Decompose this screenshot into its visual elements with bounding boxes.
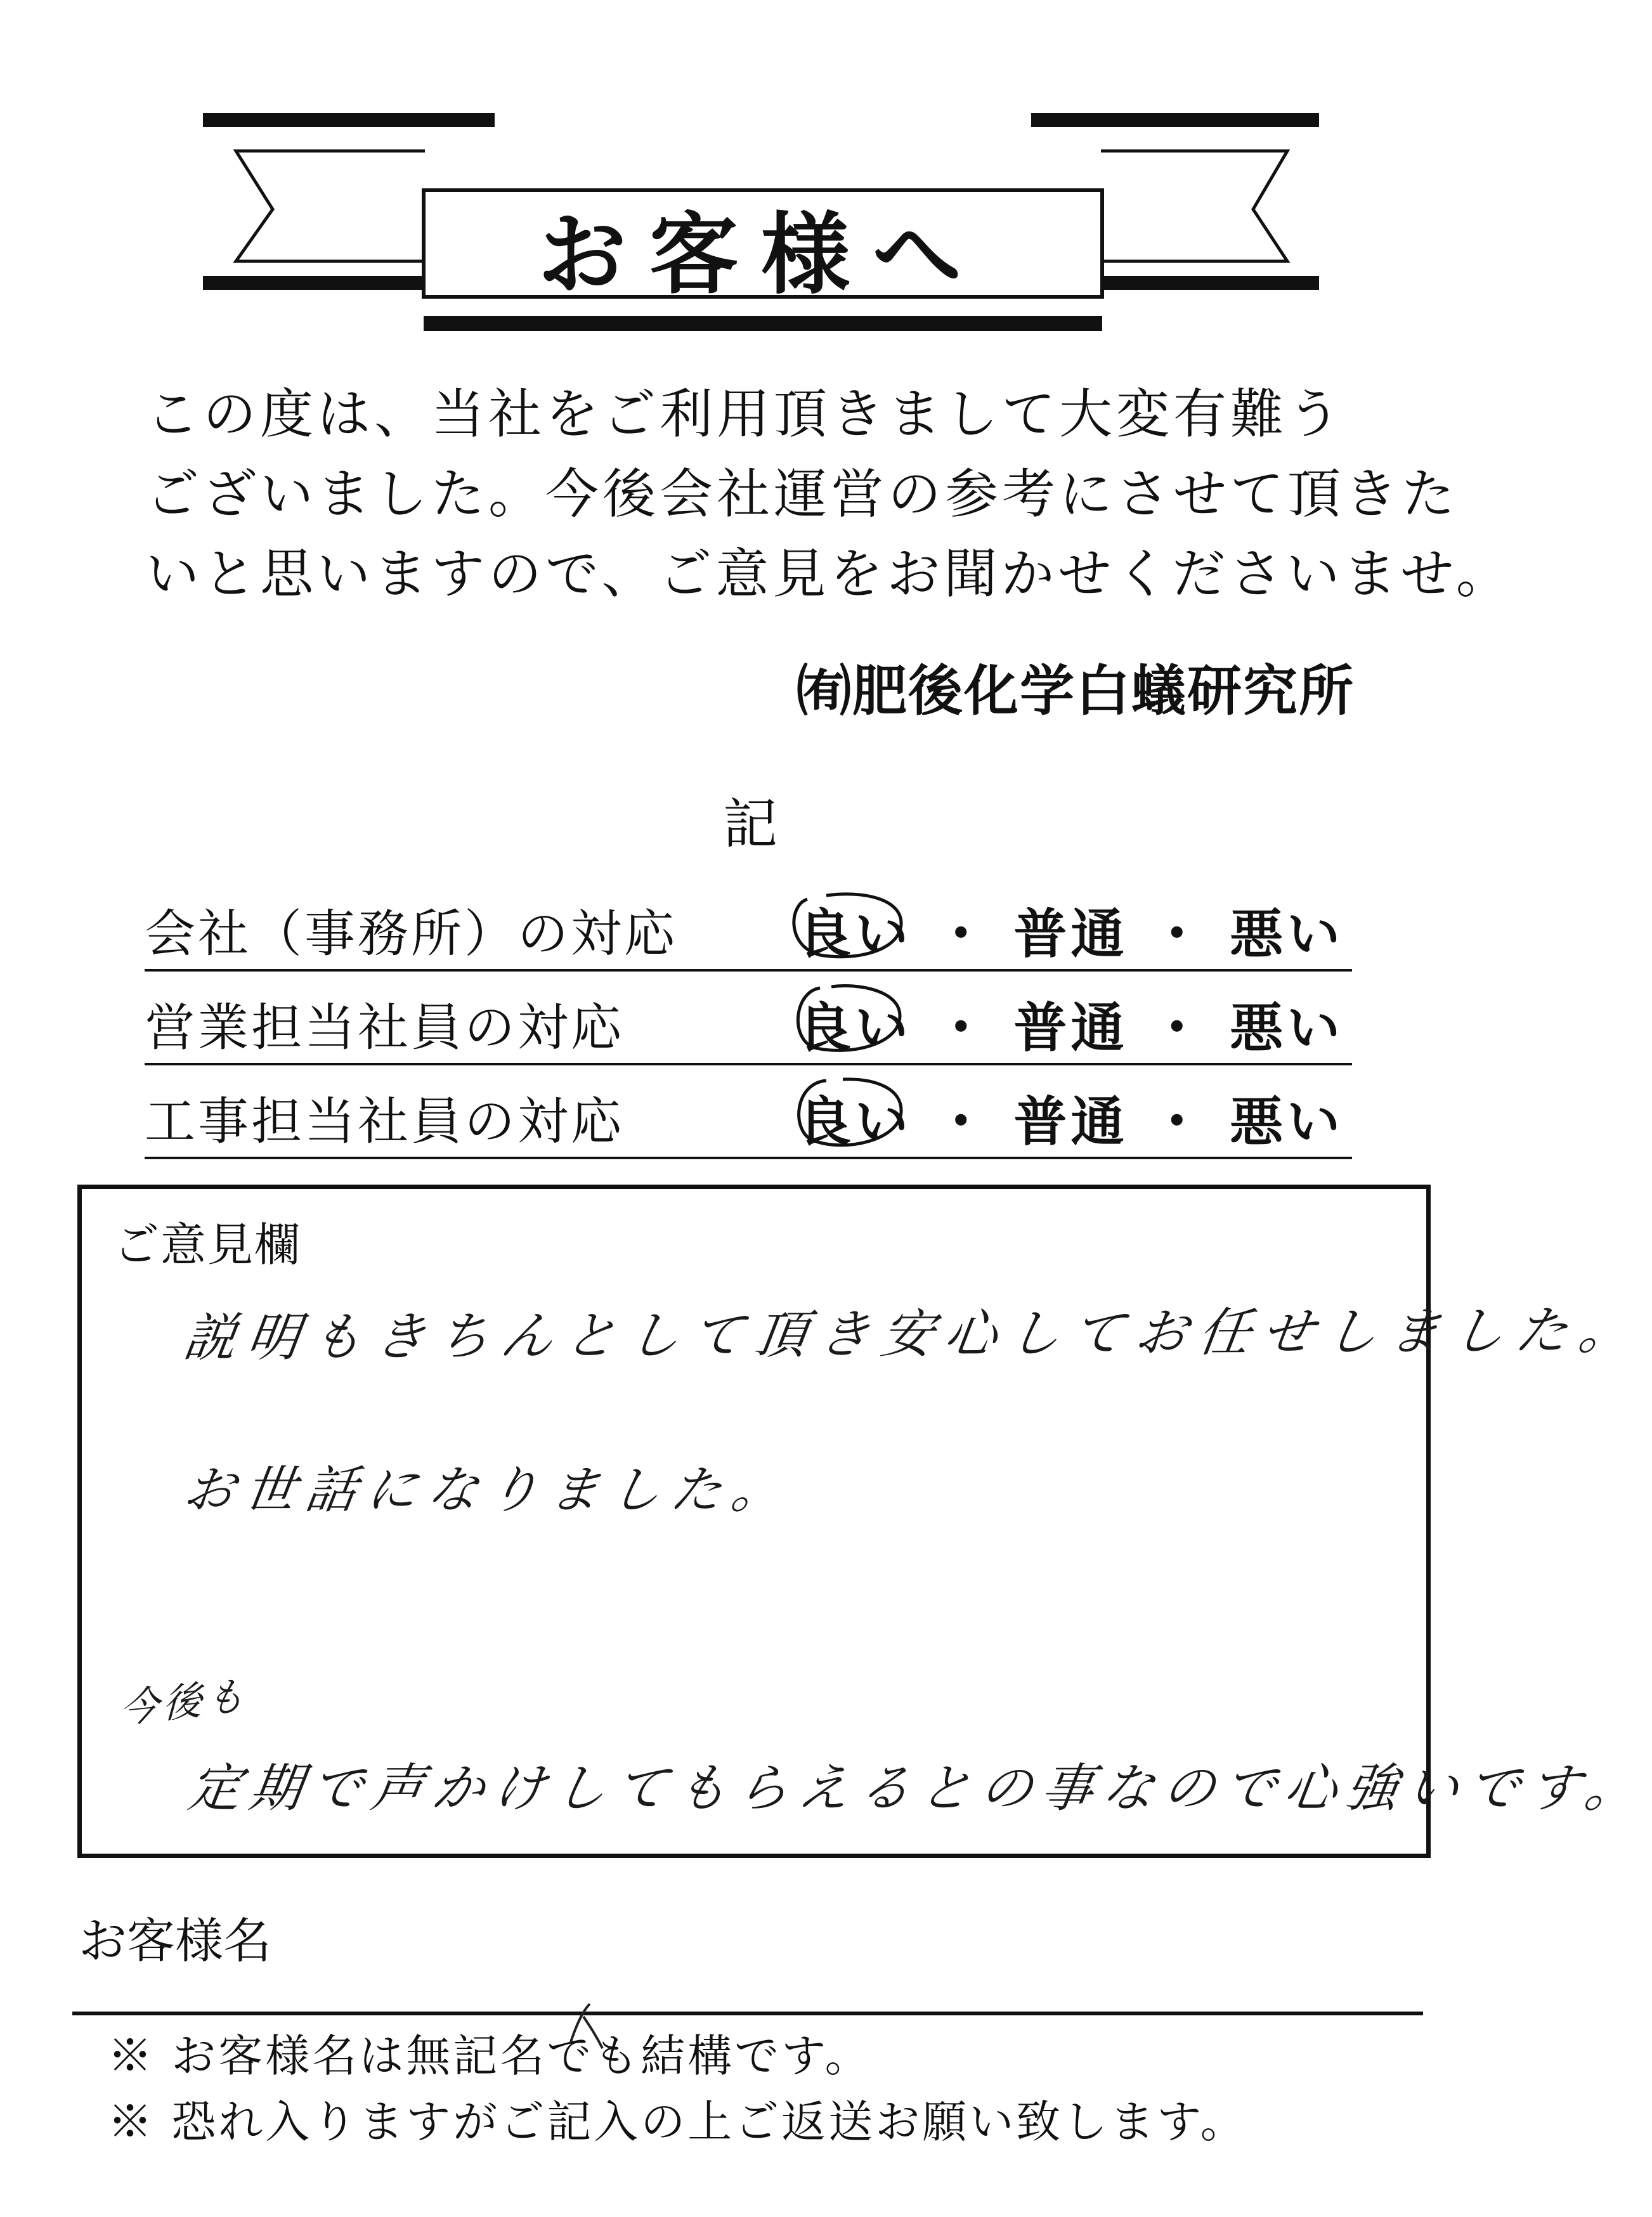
option-bad[interactable]: 悪い	[1230, 902, 1344, 965]
rating-row-sales	[145, 969, 1352, 1065]
intro-line: いと思いますので、ご意見をお聞かせくださいませ。	[146, 543, 1513, 605]
selection-circle-icon	[782, 1074, 909, 1150]
rating-label: 営業担当社員の対応	[145, 998, 624, 1057]
intro-line: この度は、当社をご利用頂きまして大変有難う	[146, 383, 1345, 445]
option-average[interactable]: 普通	[1013, 1090, 1128, 1153]
intro-line: ございました。今後会社運営の参考にさせて頂きた	[146, 463, 1459, 525]
customer-notes	[108, 2023, 1247, 2155]
rating-label: 会社（事務所）の対応	[145, 904, 677, 963]
handwritten-comment: 今後も	[119, 1672, 250, 1733]
comment-box[interactable]	[77, 1185, 1651, 1858]
intro-paragraph	[146, 374, 1513, 614]
company-name: ㈲肥後化学白蟻研究所	[797, 660, 1355, 723]
page-title: お客様へ	[537, 202, 984, 307]
note-line: ※ お客様名は無記名でも結構です。	[108, 2030, 872, 2082]
option-good[interactable]: 良い	[798, 902, 913, 965]
selection-circle-icon	[782, 980, 909, 1056]
handwritten-comment: 定期で声かけしてもらえるとの事なので心強いです。	[185, 1759, 1651, 1819]
section-marker: 記	[723, 793, 777, 856]
option-bad[interactable]: 悪い	[1230, 996, 1344, 1059]
rating-row-construction	[145, 1063, 1352, 1159]
option-good[interactable]: 良い	[798, 1090, 913, 1153]
option-average[interactable]: 普通	[1013, 902, 1128, 965]
rating-row-office	[145, 875, 1352, 972]
selection-circle-icon	[782, 887, 909, 963]
option-separator: ・	[934, 996, 992, 1059]
option-separator: ・	[1150, 902, 1207, 965]
option-good[interactable]: 良い	[798, 996, 913, 1059]
option-average[interactable]: 普通	[1013, 996, 1128, 1059]
rating-label: 工事担当社員の対応	[145, 1092, 624, 1151]
option-separator: ・	[1150, 996, 1207, 1059]
customer-name-field[interactable]	[72, 2012, 1423, 2015]
option-separator: ・	[934, 902, 992, 965]
note-line: ※ 恐れ入りますがご記入の上ご返送お願い致します。	[108, 2096, 1247, 2148]
option-separator: ・	[934, 1090, 992, 1153]
comment-label: ご意見欄	[114, 1218, 302, 1271]
handwritten-comment: 説明もきちんとして頂き安心してお任せしました。	[179, 1300, 1647, 1369]
customer-name-label: お客様名	[79, 1913, 271, 1969]
option-separator: ・	[1150, 1090, 1207, 1153]
option-bad[interactable]: 悪い	[1230, 1090, 1344, 1153]
handwritten-comment: お世話になりました。	[179, 1460, 797, 1519]
